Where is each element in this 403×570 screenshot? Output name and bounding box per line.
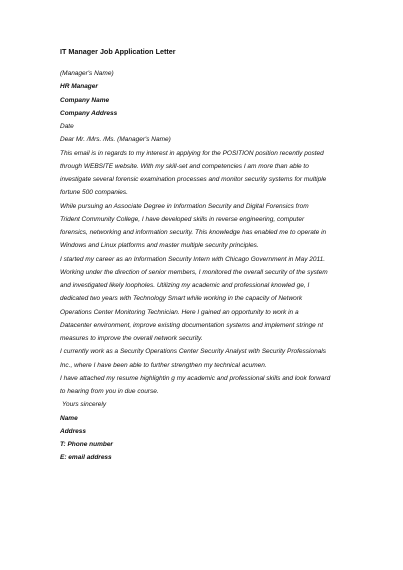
- signature-name: Name: [60, 414, 78, 422]
- paragraph-line: I started my career as an Information Security Intern with Chicago Government in May 2011.: [60, 255, 326, 263]
- sender-placeholder: (Manager's Name): [60, 70, 114, 77]
- paragraph-line: This email is in regards to my interest in applying for the POSITION position recently posted: [60, 149, 324, 157]
- paragraph-line: Working under the direction of senior members, I monitored the overall security of the system: [60, 268, 328, 276]
- paragraph-line: Trident Community College, I have developed skills in reverse engineering, computer: [60, 215, 305, 223]
- document-title: IT Manager Job Application Letter: [60, 47, 176, 56]
- paragraph-line: I currently work as a Security Operations Center Security Analyst with Security Professionals: [60, 348, 327, 356]
- paragraph-line: forensics, networking and information security. This knowledge has enabled me to operate in: [60, 229, 327, 236]
- paragraph-line: Datacenter environment, improve existing documentation systems and implement stringe nt: [60, 321, 324, 329]
- signature-phone: T: Phone number: [60, 441, 113, 448]
- paragraph-line: to hearing from you in due course.: [60, 388, 159, 395]
- salutation: Dear Mr. /Mrs. /Ms. (Manager's Name): [60, 136, 171, 144]
- signature-address: Address: [60, 427, 87, 435]
- paragraph-line: Inc., where I have been able to further strengthen my technical acumen.: [60, 361, 267, 369]
- paragraph-line: Operations Center Monitoring Technician. Here I gained an opportunity to work in a: [60, 308, 299, 316]
- recipient-address: Company Address: [60, 109, 118, 117]
- signature-email: E: email address: [60, 454, 112, 462]
- paragraph-closing-request: [60, 372, 360, 399]
- paragraph-line: While pursuing an Associate Degree in Information Security and Digital Forensics from: [60, 202, 309, 210]
- paragraph-line: investigate several forensic examination processes and monitor security systems for multiple: [60, 176, 327, 183]
- paragraph-line: and investigated likely loopholes. Utilizing my academic and professional knowled ge, I: [60, 282, 310, 289]
- closing: Yours sincerely: [62, 401, 107, 409]
- letter-date: Date: [60, 123, 74, 130]
- paragraph-line: I have attached my resume highlightin g my academic and professional skills and look forward: [60, 374, 331, 382]
- paragraph-experience: [60, 253, 360, 346]
- paragraph-education: [60, 200, 360, 253]
- paragraph-line: Windows and Linux platforms and master multiple security principles.: [60, 242, 259, 250]
- paragraph-line: dedicated two years with Technology Smart while working in the capacity of Network: [60, 295, 303, 303]
- paragraph-interest: [60, 147, 360, 200]
- recipient-company: Company Name: [60, 96, 110, 104]
- paragraph-line: fortune 500 companies.: [60, 189, 128, 197]
- letter-body: [60, 67, 360, 465]
- paragraph-line: through WEBSITE website. With my skill-set and competencies I am more than able to: [60, 162, 309, 170]
- recipient-name: HR Manager: [60, 83, 98, 91]
- paragraph-line: measures to improve the overall network security.: [60, 335, 203, 342]
- paragraph-current-role: [60, 345, 360, 372]
